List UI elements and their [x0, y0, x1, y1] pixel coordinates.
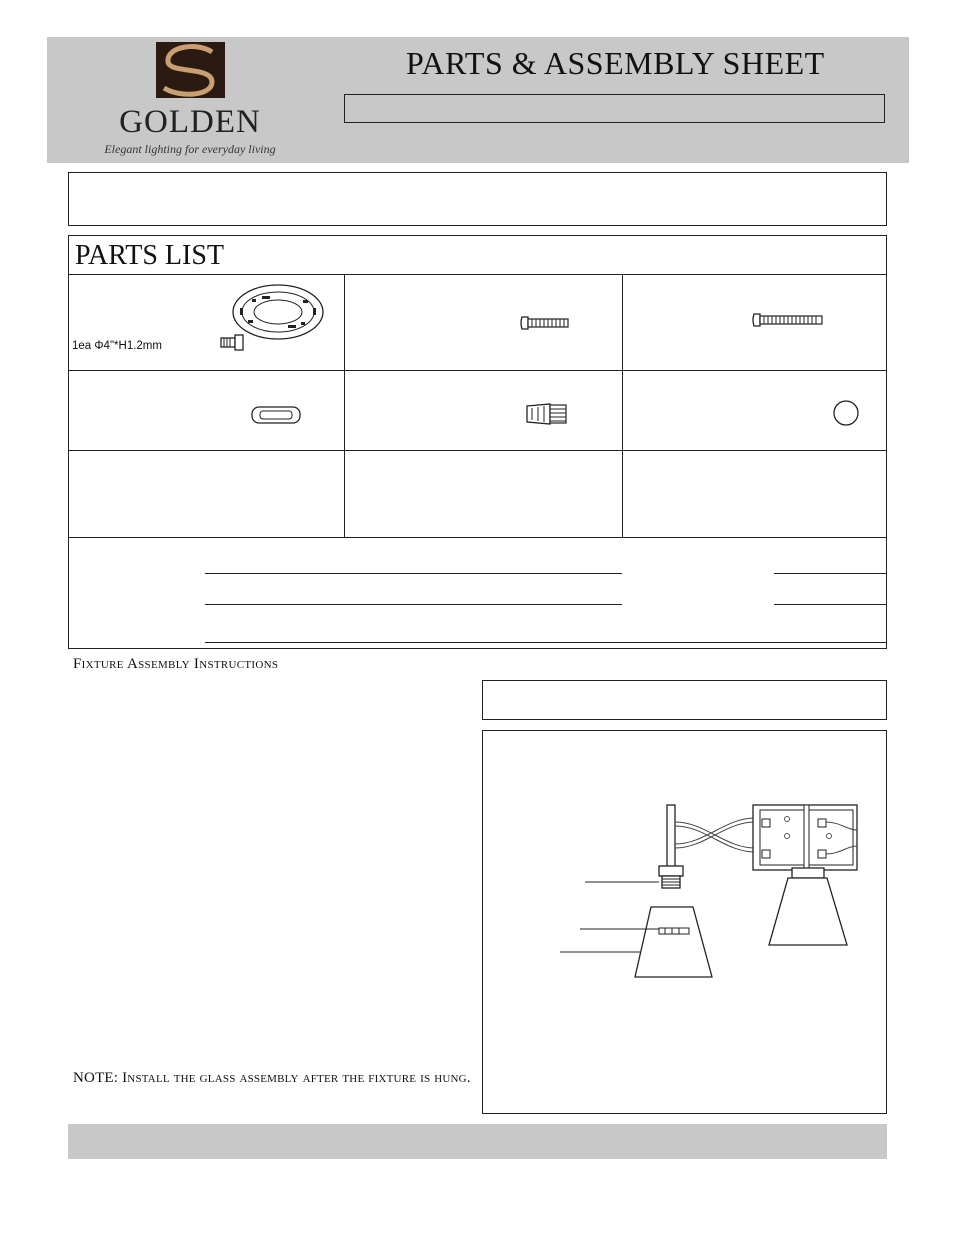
parts-row-divider-1 — [68, 370, 887, 371]
notice-box — [68, 172, 887, 226]
page-title: PARTS & ASSEMBLY SHEET — [406, 45, 825, 81]
brand-name: GOLDEN — [119, 104, 261, 140]
golden-logo — [100, 40, 280, 160]
parts-list-table — [68, 235, 887, 649]
glass-shade-icon — [635, 907, 712, 977]
parts-row-divider-3 — [68, 537, 887, 538]
parts-col-divider-1 — [344, 274, 345, 537]
short-screw-icon — [520, 314, 572, 332]
mounting-plate-spec: 1ea Φ4"*H1.2mm — [72, 340, 162, 352]
brand-tagline: Elegant lighting for everyday living — [104, 142, 276, 156]
figure-label-box — [482, 680, 887, 720]
parts-row-divider-2 — [68, 450, 887, 451]
fill-line-1 — [205, 573, 622, 574]
parts-list-title: PARTS LIST — [75, 240, 224, 271]
footer-band — [68, 1124, 887, 1159]
long-screw-icon — [752, 311, 826, 329]
fill-line-3 — [205, 604, 622, 605]
fill-line-4 — [774, 604, 887, 605]
ground-screw-icon — [221, 335, 243, 350]
installation-note: NOTE: Install the glass assembly after the fixture is hung. — [73, 1070, 471, 1086]
parts-title-divider — [68, 274, 887, 275]
mounting-strap-icon — [250, 405, 302, 425]
assembly-diagram — [555, 800, 865, 985]
threaded-nipple-icon — [659, 866, 683, 888]
fill-line-5 — [205, 642, 887, 643]
fixture-backplate-icon — [753, 805, 857, 870]
mounting-plate-icon — [218, 282, 328, 356]
fixture-arm-icon — [667, 805, 675, 867]
wire-nut-icon — [524, 402, 570, 426]
fill-line-2 — [774, 573, 887, 574]
cap-washer-icon — [832, 399, 860, 427]
assembled-shade-icon — [769, 868, 847, 945]
parts-col-divider-2 — [622, 274, 623, 537]
instructions-heading: Fixture Assembly Instructions — [73, 656, 279, 672]
model-number-field — [344, 94, 885, 123]
